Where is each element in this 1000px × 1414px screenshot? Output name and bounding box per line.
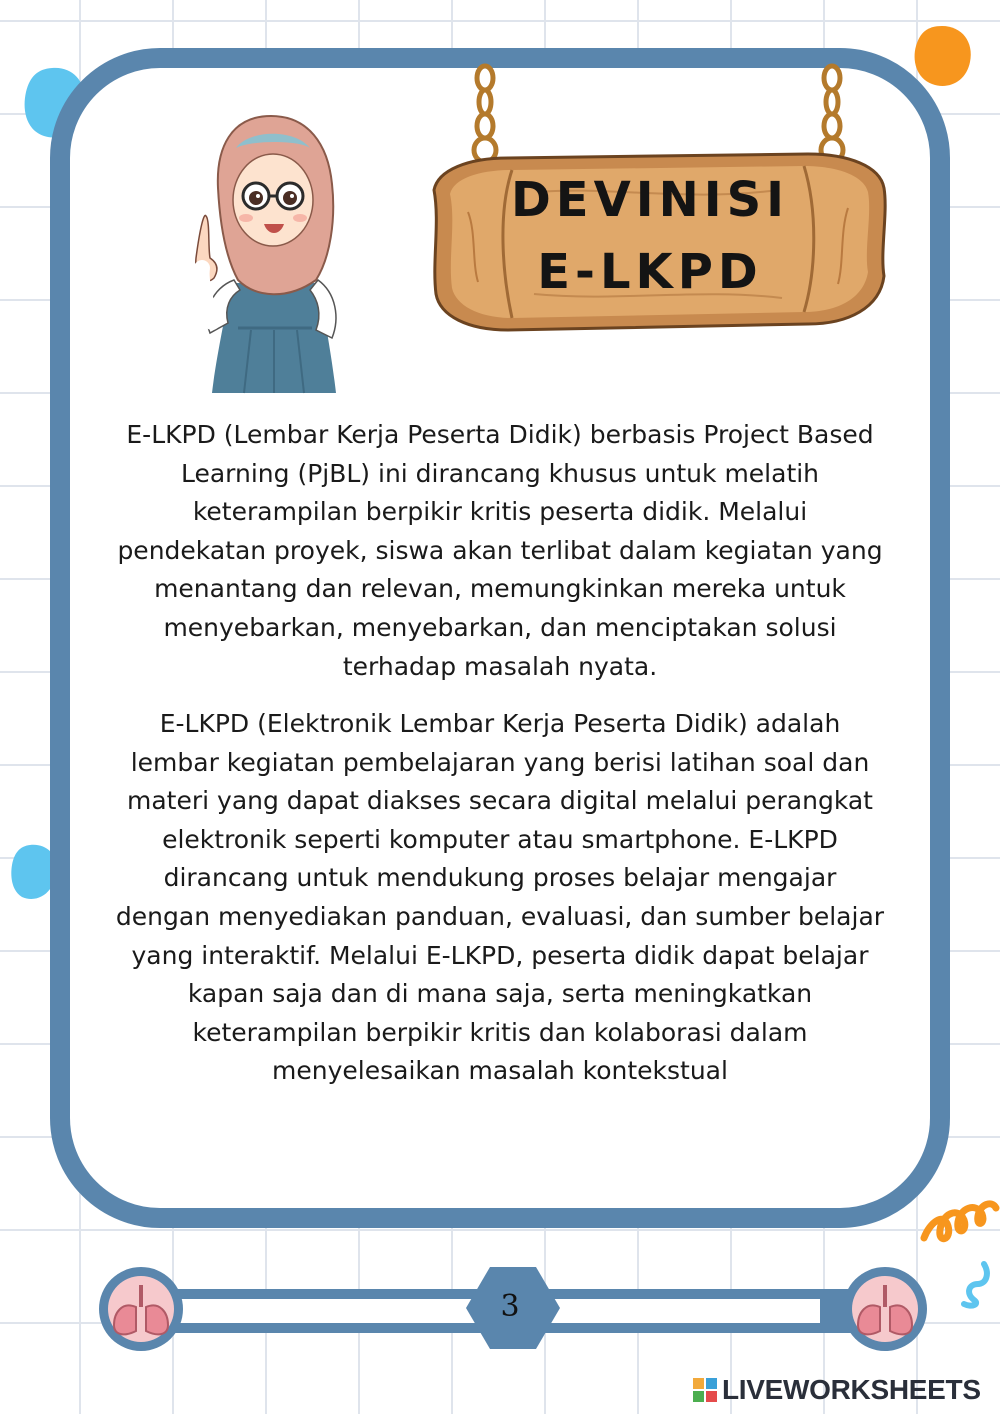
lungs-icon [843,1267,927,1351]
paragraph-elkpd-definition: E-LKPD (Elektronik Lembar Kerja Peserta Didik) adalah lembar kegiatan pembelajaran yang berisi latihan soal dan materi yang dapat diakses secara digital melalui perangkat elektronik seperti komputer atau smartphone. E-LKPD dirancang untuk mendukung proses belajar mengajar dengan menyediakan panduan, evaluasi, dan sumber belajar yang interaktif. Melalui E-LKPD, peserta didik dapat belajar kapan saja dan di mana saja, serta meningkatkan keterampilan berpikir kritis dan kolaborasi dalam menyelesaikan masalah kontekstual [115,709,885,1086]
page-number: 3 [500,1289,520,1324]
liveworksheets-logo [692,1374,981,1406]
paragraph-pjbl-description: E-LKPD (Lembar Kerja Peserta Didik) berbasis Project Based Learning (PjBL) ini dirancang khusus untuk melatih keterampilan berpikir kritis peserta didik. Melalui pendekatan proyek, siswa akan terlibat dalam kegiatan yang menantang dan relevan, memungkinkan mereka untuk menyebarkan, menyebarkan, dan menciptakan solusi terhadap masalah nyata. [117,420,883,681]
orange-swirl-decoration [918,1192,1000,1256]
sign-title-line2: E-LKPD [537,244,763,300]
lungs-icon [99,1267,183,1351]
orange-blob-decoration [912,24,974,90]
liveworksheets-logo-icon [692,1377,718,1403]
chain-left-decoration [474,66,496,162]
teacher-illustration [176,108,366,398]
chain-right-decoration [821,66,843,162]
brand-name: LIVEWORKSHEETS [722,1374,981,1405]
sign-title-line1: DEVINISI [510,172,790,228]
